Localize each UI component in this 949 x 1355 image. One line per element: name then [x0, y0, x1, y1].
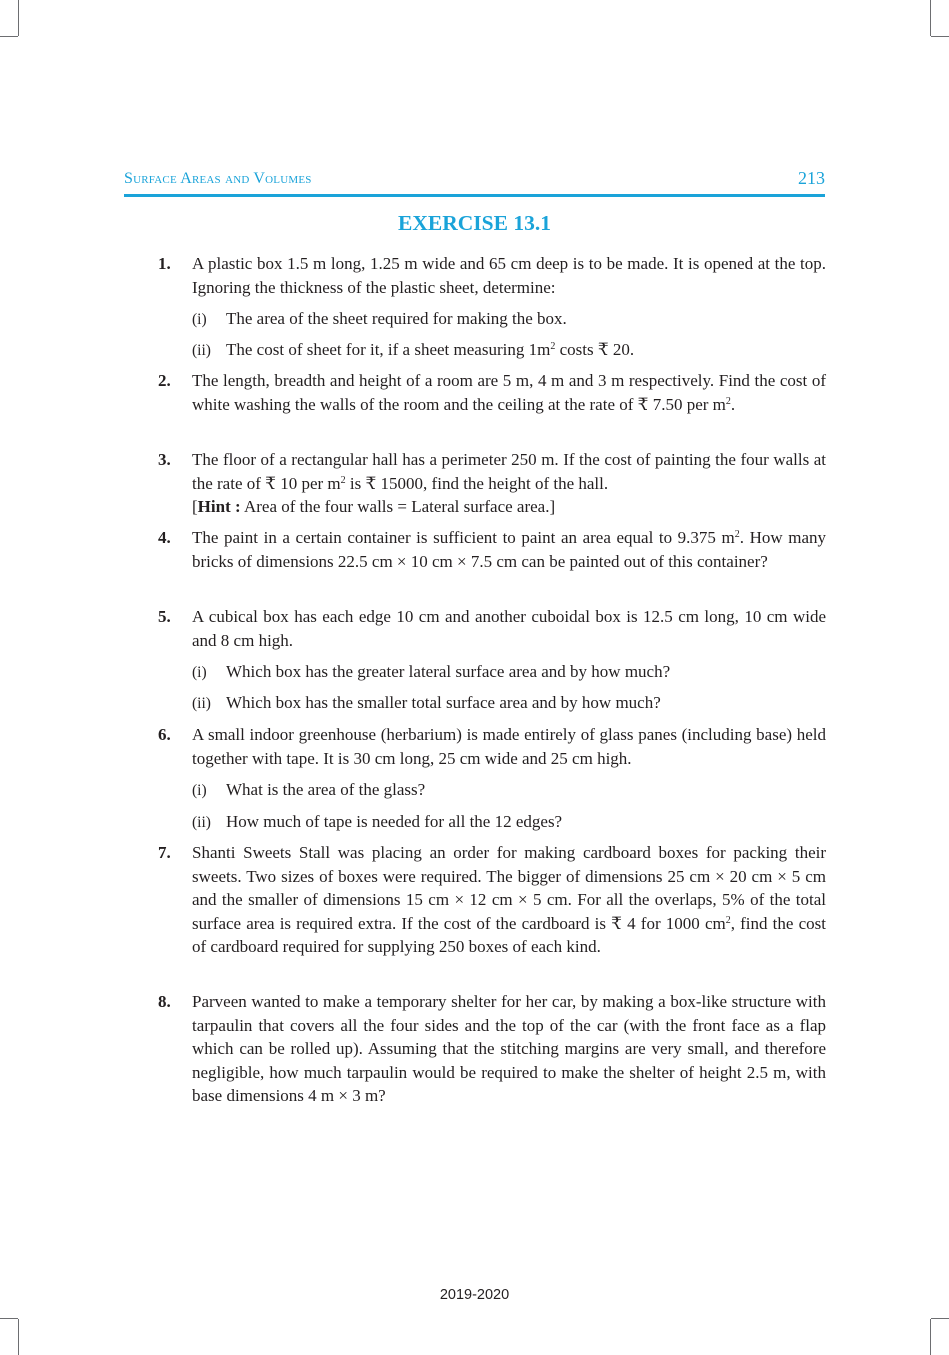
question-text: A small indoor greenhouse (herbarium) is made entirely of glass panes (including base) held together with tape. It is 30 cm long, 25 cm wide and 25 cm high. — [192, 725, 826, 768]
hint-text: Area of the four walls = Lateral surface area.] — [240, 497, 556, 516]
superscript: 2 — [725, 914, 731, 926]
page-number: 213 — [798, 168, 825, 188]
question-8 — [158, 990, 826, 1108]
superscript: 2 — [725, 395, 731, 407]
running-title: Surface Areas and Volumes — [124, 170, 312, 187]
part-number: (i) — [192, 664, 207, 681]
question-text-end: . — [730, 394, 736, 414]
question-6 — [158, 723, 826, 770]
question-1 — [158, 252, 826, 299]
part-text: How much of tape is needed for all the 12 edges? — [226, 812, 563, 831]
question-2 — [158, 369, 826, 416]
question-6-part-i — [192, 778, 826, 803]
part-number: (ii) — [192, 342, 211, 359]
hint-bracket: [ — [192, 497, 198, 516]
part-number: (ii) — [192, 814, 211, 831]
question-4 — [158, 526, 826, 573]
question-text: The length, breadth and height of a room are 5 m, 4 m and 3 m respectively. Find the cost of white washing the walls of the room and the ceiling at the rate of ₹ 7.50 per m — [192, 371, 826, 414]
question-5-part-i — [192, 660, 826, 685]
question-7 — [158, 841, 826, 959]
part-text-end: costs ₹ 20. — [555, 340, 635, 359]
question-6-part-ii — [192, 810, 826, 835]
question-text: Parveen wanted to make a temporary shelter for her car, by making a box-like structure with tarpaulin that covers all the four sides and the top of the car (with the front face as a flap which can be rolled up). Assuming that the stitching margins are very small, and therefore negligible, how much tarpaulin would be required to make the shelter of height 2.5 m, with base dimensions 4 m × 3 m? — [192, 992, 826, 1105]
question-number: 1. — [158, 254, 171, 273]
superscript: 2 — [734, 529, 740, 540]
question-number: 6. — [158, 725, 171, 744]
exercise-title: EXERCISE 13.1 — [398, 211, 551, 235]
part-text: What is the area of the glass? — [226, 780, 426, 799]
footer-year: 2019-2020 — [439, 1287, 510, 1303]
question-text: The paint in a certain container is sufficient to paint an area equal to 9.375 m — [192, 528, 735, 547]
question-text: The floor of a rectangular hall has a perimeter 250 m. If the cost of painting the four walls at the rate of ₹ 10 per m — [192, 450, 826, 493]
part-number: (i) — [192, 311, 207, 328]
question-text: A plastic box 1.5 m long, 1.25 m wide and 65 cm deep is to be made. It is opened at the top. Ignoring the thickness of the plastic sheet, determine: — [192, 254, 826, 297]
question-3 — [158, 448, 826, 519]
question-number: 3. — [158, 450, 171, 469]
part-number: (i) — [192, 782, 207, 799]
part-text: Which box has the smaller total surface area and by how much? — [226, 693, 661, 712]
question-text-end: . How many bricks of dimensions 22.5 cm × 10 cm × 7.5 cm can be painted out of this container? — [192, 528, 826, 571]
question-text-end: , find the cost of cardboard required for supplying 250 boxes of each kind. — [192, 913, 826, 956]
question-number: 8. — [158, 992, 171, 1011]
part-number: (ii) — [192, 695, 211, 712]
question-number: 5. — [158, 607, 171, 626]
hint-label: Hint : — [197, 497, 241, 516]
question-number: 7. — [158, 843, 171, 862]
superscript: 2 — [340, 474, 346, 486]
part-text: The cost of sheet for it, if a sheet measuring 1m — [226, 340, 551, 359]
question-5 — [158, 605, 826, 652]
question-text: Shanti Sweets Stall was placing an order for making cardboard boxes for packing their sweets. Two sizes of boxes were required. The bigger of dimensions 25 cm × 20 cm × 5 cm and the smaller of dimensions 15 cm × 12 cm × 5 cm. For all the overlaps, 5% of the total surface area is required extra. If the cost of the cardboard is ₹ 4 for 1000 cm — [192, 843, 826, 933]
superscript: 2 — [550, 341, 556, 352]
question-text-end: is ₹ 15000, find the height of the hall. — [345, 473, 609, 493]
part-text: The area of the sheet required for making the box. — [226, 309, 567, 328]
part-text: Which box has the greater lateral surface area and by how much? — [226, 662, 671, 681]
question-1-part-ii — [192, 338, 826, 363]
question-text: A cubical box has each edge 10 cm and another cuboidal box is 12.5 cm long, 10 cm wide and 8 cm high. — [192, 607, 826, 650]
question-1-part-i — [192, 307, 826, 332]
question-number: 4. — [158, 528, 171, 547]
question-5-part-ii — [192, 691, 826, 716]
question-number: 2. — [158, 371, 171, 390]
